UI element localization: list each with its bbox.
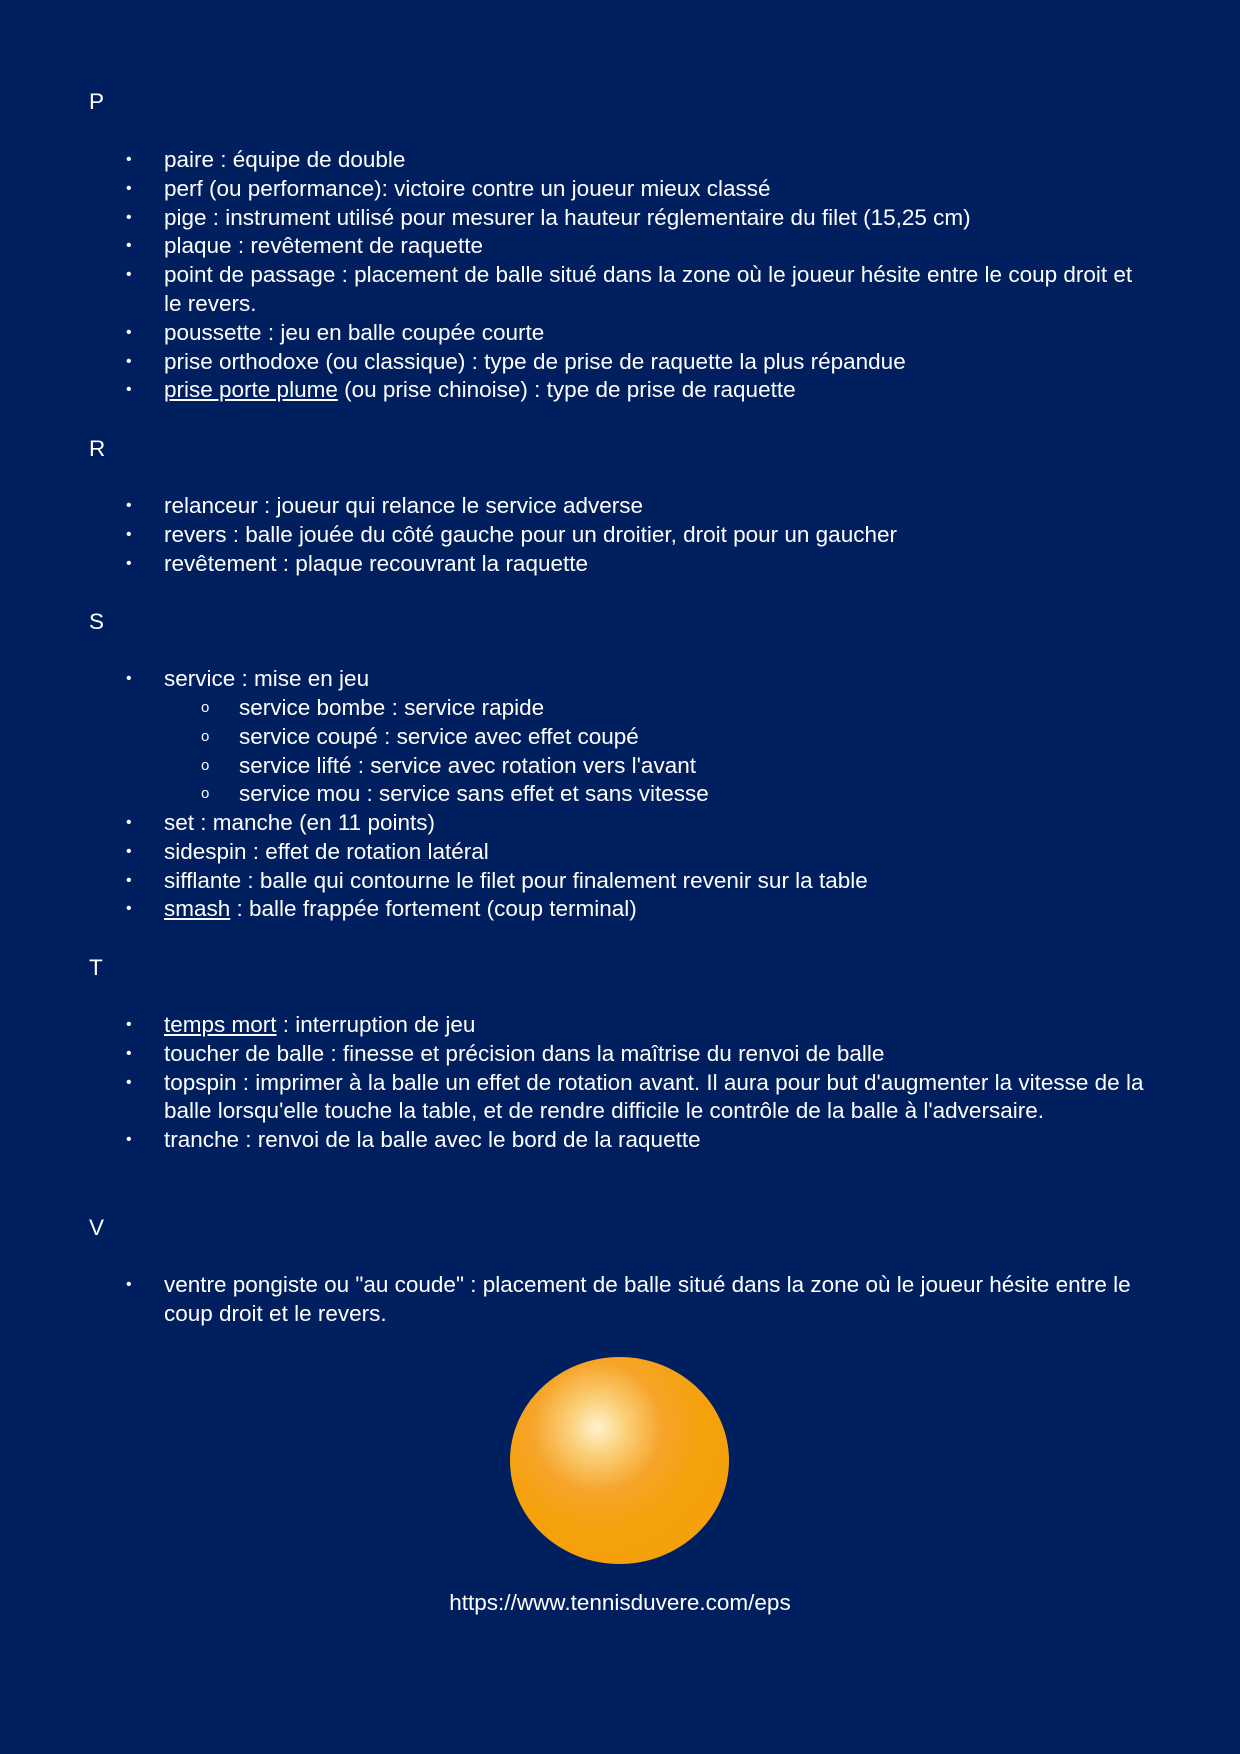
bullet-icon: • (126, 670, 132, 687)
list-item: • point de passage : placement de balle situé dans la zone où le joueur hésite entre le coup droit et le revers. (126, 262, 1133, 316)
section-p-list (0, 146, 1240, 405)
section-v-list (0, 1271, 1240, 1329)
bullet-icon: • (126, 871, 132, 889)
list-item: • paire : équipe de double (0, 146, 1240, 175)
circle-bullet-icon: o (201, 727, 210, 745)
section-letter-t: T (89, 955, 103, 980)
bullet-icon: • (126, 1276, 132, 1293)
bullet-icon: • (126, 814, 132, 831)
bullet-icon: • (126, 1073, 132, 1091)
section-letter-p: P (89, 89, 105, 114)
section-s-list-continued (0, 809, 1240, 924)
bullet-icon: • (126, 237, 132, 255)
list-item: • ventre pongiste ou "au coude" : placement de balle situé dans la zone où le joueur hésite entre le coup droit et le revers. (126, 1272, 1131, 1326)
bullet-icon: • (126, 842, 132, 860)
bullet-icon: • (126, 525, 132, 543)
bullet-icon: • (126, 1016, 132, 1033)
footer-url: https://www.tennisduvere.com/eps (449, 1590, 791, 1615)
service-sublist (0, 694, 1240, 809)
list-item: • toucher de balle : finesse et précision dans la maîtrise du renvoi de balle (0, 1040, 1240, 1069)
list-item: • set : manche (en 11 points) (0, 809, 1240, 838)
link-prise-porte-plume[interactable]: prise porte plume (164, 377, 338, 403)
list-item: • topspin : imprimer à la balle un effet de rotation avant. Il aura pour but d'augmenter la vitesse de la balle lorsqu'elle touche la table, et de rendre difficile le contrôle de la balle à l'adversaire. (126, 1069, 1144, 1124)
list-item: • revers : balle jouée du côté gauche pour un droitier, droit pour un gaucher (0, 521, 1240, 550)
bullet-icon: • (126, 266, 132, 284)
circle-bullet-icon: o (201, 699, 210, 716)
list-item: • temps mort : interruption de jeu (0, 1011, 1240, 1040)
list-item: • plaque : revêtement de raquette (0, 232, 1240, 261)
bullet-icon: • (126, 208, 132, 226)
list-item: • relanceur : joueur qui relance le service adverse (0, 492, 1240, 521)
sub-list-item: o service mou : service sans effet et sans vitesse (0, 780, 1240, 809)
bullet-icon: • (126, 381, 132, 399)
bullet-icon: • (126, 352, 132, 370)
list-item: • service : mise en jeu (0, 665, 1240, 694)
list-item: • sifflante : balle qui contourne le filet pour finalement revenir sur la table (0, 867, 1240, 896)
bullet-icon: • (126, 323, 132, 341)
bullet-icon: • (126, 151, 132, 168)
section-letter-s: S (89, 609, 105, 634)
list-item: • sidespin : effet de rotation latéral (0, 838, 1240, 867)
list-item: • pige : instrument utilisé pour mesurer la hauteur réglementaire du filet (15,25 cm) (0, 204, 1240, 233)
list-item: • tranche : renvoi de la balle avec le bord de la raquette (0, 1126, 1240, 1155)
list-item: • smash : balle frappée fortement (coup terminal) (0, 895, 1240, 924)
link-smash[interactable]: smash (164, 896, 231, 922)
sub-list-item: o service bombe : service rapide (0, 694, 1240, 723)
bullet-icon: • (126, 554, 132, 572)
list-item: • poussette : jeu en balle coupée courte (0, 319, 1240, 348)
section-t-list (0, 1011, 1240, 1155)
link-temps-mort[interactable]: temps mort (164, 1012, 277, 1037)
circle-bullet-icon: o (201, 756, 210, 774)
list-item: • revêtement : plaque recouvrant la raquette (0, 550, 1240, 579)
section-letter-v: V (89, 1215, 105, 1240)
bullet-icon: • (126, 900, 132, 918)
sub-list-item: o service coupé : service avec effet coupé (0, 723, 1240, 752)
section-letter-r: R (89, 436, 106, 461)
list-item: • prise porte plume (ou prise chinoise) : type de prise de raquette (0, 376, 1240, 405)
bullet-icon: • (126, 1131, 132, 1149)
bullet-icon: • (126, 497, 132, 514)
circle-bullet-icon: o (201, 785, 210, 803)
list-item: • prise orthodoxe (ou classique) : type de prise de raquette la plus répandue (0, 348, 1240, 377)
bullet-icon: • (126, 179, 132, 197)
ping-pong-ball-image (510, 1357, 729, 1564)
section-s-list (0, 665, 1240, 694)
bullet-icon: • (126, 1044, 132, 1062)
sub-list-item: o service lifté : service avec rotation vers l'avant (0, 752, 1240, 781)
list-item: • perf (ou performance): victoire contre un joueur mieux classé (0, 175, 1240, 204)
section-r-list (0, 492, 1240, 578)
